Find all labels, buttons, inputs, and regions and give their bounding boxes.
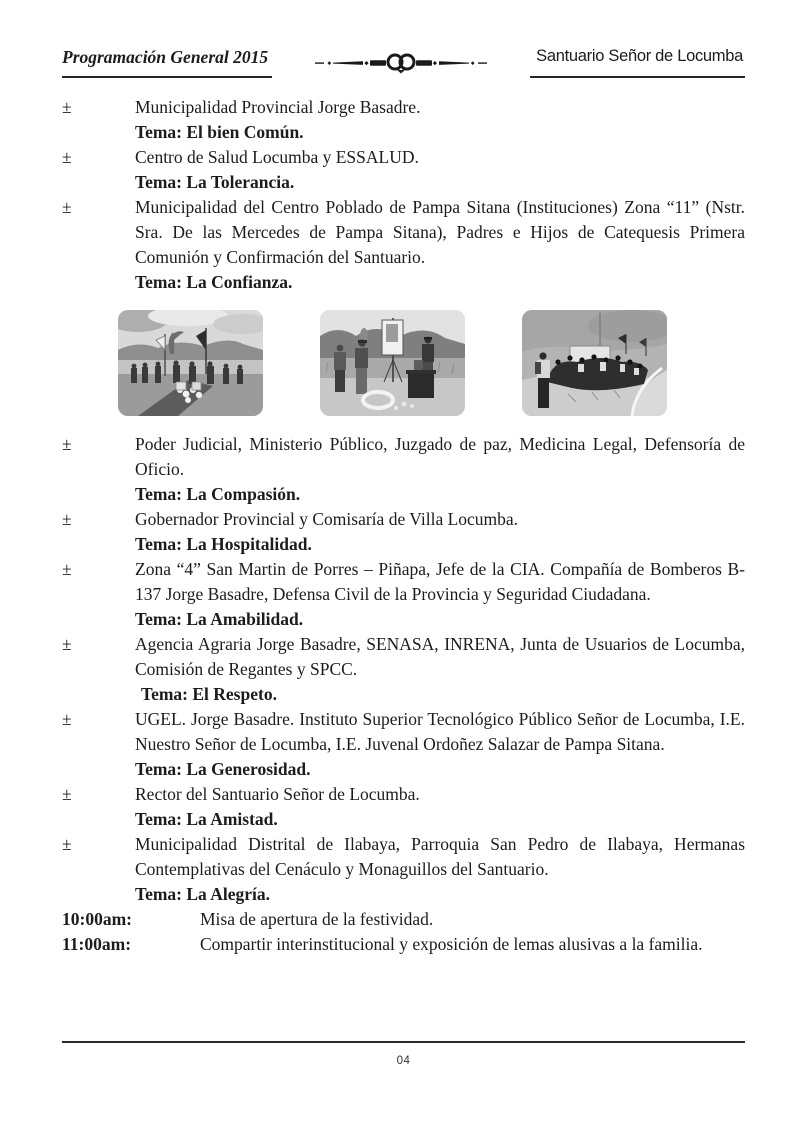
plus-minus-bullet: ± xyxy=(62,784,72,804)
schedule-time: 11:00am: xyxy=(62,934,132,954)
plus-minus-bullet: ± xyxy=(62,634,72,654)
schedule-row xyxy=(62,932,745,957)
list-item xyxy=(62,432,745,507)
item-tema: Tema: La Alegría. xyxy=(135,884,270,904)
plus-minus-bullet: ± xyxy=(62,97,72,117)
item-text: UGEL. Jorge Basadre. Instituto Superior Tecnológico Público Señor de Locumba, I.E. Nuestro Señor de Locumba, I.E. Juvenal Ordoñez Salazar de Pampa Sitana. xyxy=(135,709,745,754)
list-item xyxy=(62,782,745,832)
item-tema: Tema: La Confianza. xyxy=(135,272,293,292)
list-item xyxy=(62,557,745,632)
list-item xyxy=(62,707,745,782)
plus-minus-bullet: ± xyxy=(62,147,72,167)
page-header xyxy=(62,44,745,78)
schedule-text: Compartir interinstitucional y exposición de lemas alusivas a la familia. xyxy=(200,934,703,954)
schedule-row xyxy=(62,907,745,932)
page-footer xyxy=(62,1041,745,1074)
item-text: Municipalidad Provincial Jorge Basadre. xyxy=(135,97,421,117)
ornament-divider-icon xyxy=(272,52,530,78)
item-tema: Tema: La Compasión. xyxy=(135,484,301,504)
photo-strip xyxy=(62,310,745,416)
photo-field-ceremony xyxy=(320,310,465,416)
list-item xyxy=(62,195,745,295)
list-item xyxy=(62,145,745,195)
header-left-title: Programación General 2015 xyxy=(62,45,272,78)
plus-minus-bullet: ± xyxy=(62,834,72,854)
plus-minus-bullet: ± xyxy=(62,197,72,217)
photo-procession-on-road xyxy=(522,310,667,416)
plus-minus-bullet: ± xyxy=(62,509,72,529)
item-text: Municipalidad Distrital de Ilabaya, Parroquia San Pedro de Ilabaya, Hermanas Contemplativas del Cenáculo y Monaguillos del Santuario. xyxy=(135,834,745,879)
item-text: Zona “4” San Martin de Porres – Piñapa, Jefe de la CIA. Compañía de Bomberos B-137 Jorge Basadre, Defensa Civil de la Provincia y Seguridad Ciudadana. xyxy=(135,559,745,604)
item-tema: Tema: El Respeto. xyxy=(141,684,277,704)
header-right-title: Santuario Señor de Locumba xyxy=(530,44,745,78)
item-text: Poder Judicial, Ministerio Público, Juzgado de paz, Medicina Legal, Defensoría de Oficio. xyxy=(135,434,745,479)
item-text: Gobernador Provincial y Comisaría de Villa Locumba. xyxy=(135,509,519,529)
item-tema: Tema: El bien Común. xyxy=(135,122,304,142)
item-tema: Tema: La Amistad. xyxy=(135,809,278,829)
list-item xyxy=(62,632,745,707)
item-text: Agencia Agraria Jorge Basadre, SENASA, INRENA, Junta de Usuarios de Locumba, Comisión de Regantes y SPCC. xyxy=(135,634,745,679)
photo-roadside-gathering xyxy=(118,310,263,416)
item-text: Rector del Santuario Señor de Locumba. xyxy=(135,784,420,804)
item-text: Municipalidad del Centro Poblado de Pampa Sitana (Instituciones) Zona “11” (Nstr. Sra. De las Mercedes de Pampa Sitana), Padres e Hijos de Catequesis Primera Comunión y Confirmación del Santuario. xyxy=(135,197,745,267)
item-tema: Tema: La Tolerancia. xyxy=(135,172,295,192)
plus-minus-bullet: ± xyxy=(62,559,72,579)
list-item xyxy=(62,507,745,557)
plus-minus-bullet: ± xyxy=(62,434,72,454)
list-item xyxy=(62,95,745,145)
item-tema: Tema: La Hospitalidad. xyxy=(135,534,312,554)
page-number: 04 xyxy=(396,1055,411,1067)
schedule-time: 10:00am: xyxy=(62,909,132,929)
item-tema: Tema: La Amabilidad. xyxy=(135,609,304,629)
list-item xyxy=(62,832,745,907)
program-list xyxy=(62,95,745,957)
schedule-text: Misa de apertura de la festividad. xyxy=(200,909,434,929)
item-tema: Tema: La Generosidad. xyxy=(135,759,311,779)
plus-minus-bullet: ± xyxy=(62,709,72,729)
footer-rule xyxy=(62,1041,745,1043)
item-text: Centro de Salud Locumba y ESSALUD. xyxy=(135,147,419,167)
